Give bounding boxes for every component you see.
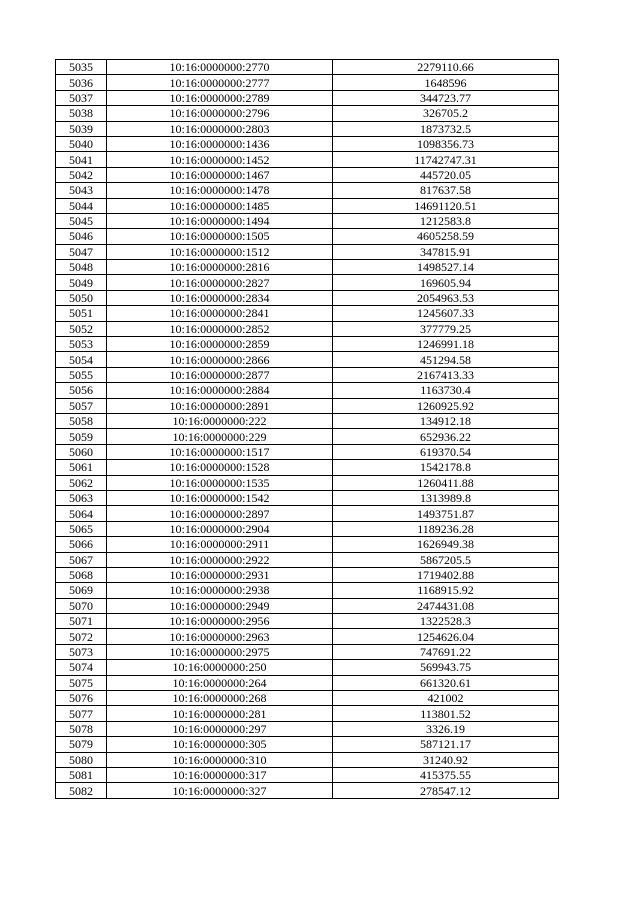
table-row [56,706,559,721]
row-number-cell: 5078 [56,721,107,736]
table-row [56,198,559,213]
table-row [56,367,559,382]
table-row [56,90,559,105]
table-row [56,567,559,582]
cadastral-number-cell: 10:16:0000000:2827 [107,275,333,290]
cadastral-number-cell: 10:16:0000000:1467 [107,167,333,182]
cadastral-number-cell: 10:16:0000000:2949 [107,598,333,613]
value-cell: 377779.25 [333,321,559,336]
cadastral-number-cell: 10:16:0000000:2789 [107,90,333,105]
row-number-cell: 5074 [56,660,107,675]
table-row [56,537,559,552]
cadastral-number-cell: 10:16:0000000:2859 [107,337,333,352]
cadastral-number-cell: 10:16:0000000:2911 [107,537,333,552]
row-number-cell: 5067 [56,552,107,567]
table-row [56,506,559,521]
row-number-cell: 5061 [56,460,107,475]
row-number-cell: 5042 [56,167,107,182]
row-number-cell: 5035 [56,60,107,75]
value-cell: 3326.19 [333,721,559,736]
table-row [56,167,559,182]
value-cell: 2054963.53 [333,290,559,305]
value-cell: 619370.54 [333,444,559,459]
row-number-cell: 5041 [56,152,107,167]
table-row [56,521,559,536]
row-number-cell: 5059 [56,429,107,444]
table-row [56,644,559,659]
row-number-cell: 5044 [56,198,107,213]
table-row [56,737,559,752]
row-number-cell: 5064 [56,506,107,521]
cadastral-number-cell: 10:16:0000000:250 [107,660,333,675]
table-row [56,783,559,798]
cadastral-number-cell: 10:16:0000000:229 [107,429,333,444]
value-cell: 2279110.66 [333,60,559,75]
table-row [56,183,559,198]
value-cell: 445720.05 [333,167,559,182]
table-row [56,383,559,398]
value-cell: 278547.12 [333,783,559,798]
value-cell: 451294.58 [333,352,559,367]
cadastral-number-cell: 10:16:0000000:1452 [107,152,333,167]
table-row [56,290,559,305]
value-cell: 326705.2 [333,106,559,121]
value-cell: 1493751.87 [333,506,559,521]
table-row [56,413,559,428]
value-cell: 1168915.92 [333,583,559,598]
cadastral-number-cell: 10:16:0000000:1505 [107,229,333,244]
value-cell: 1626949.38 [333,537,559,552]
row-number-cell: 5068 [56,567,107,582]
cadastral-number-cell: 10:16:0000000:2891 [107,398,333,413]
cadastral-number-cell: 10:16:0000000:2877 [107,367,333,382]
table-row [56,60,559,75]
cadastral-number-cell: 10:16:0000000:327 [107,783,333,798]
table-row [56,552,559,567]
value-cell: 1245607.33 [333,306,559,321]
cadastral-number-cell: 10:16:0000000:2834 [107,290,333,305]
value-cell: 1254626.04 [333,629,559,644]
row-number-cell: 5036 [56,75,107,90]
cadastral-number-cell: 10:16:0000000:2796 [107,106,333,121]
table-row [56,475,559,490]
cadastral-number-cell: 10:16:0000000:2852 [107,321,333,336]
row-number-cell: 5050 [56,290,107,305]
row-number-cell: 5071 [56,614,107,629]
row-number-cell: 5057 [56,398,107,413]
cadastral-number-cell: 10:16:0000000:2897 [107,506,333,521]
data-table [55,59,559,799]
table-row [56,398,559,413]
row-number-cell: 5080 [56,752,107,767]
table-row [56,629,559,644]
table-row [56,152,559,167]
table-row [56,121,559,136]
value-cell: 1719402.88 [333,567,559,582]
cadastral-number-cell: 10:16:0000000:317 [107,767,333,782]
value-cell: 1873732.5 [333,121,559,136]
table-row [56,675,559,690]
table-row [56,691,559,706]
row-number-cell: 5066 [56,537,107,552]
table-row [56,752,559,767]
value-cell: 14691120.51 [333,198,559,213]
row-number-cell: 5048 [56,260,107,275]
value-cell: 1313989.8 [333,490,559,505]
table-body [56,60,559,799]
value-cell: 2167413.33 [333,367,559,382]
cadastral-number-cell: 10:16:0000000:305 [107,737,333,752]
value-cell: 1648596 [333,75,559,90]
table-row [56,260,559,275]
table-row [56,352,559,367]
table-row [56,275,559,290]
value-cell: 1322528.3 [333,614,559,629]
value-cell: 2474431.08 [333,598,559,613]
value-cell: 661320.61 [333,675,559,690]
row-number-cell: 5053 [56,337,107,352]
value-cell: 1163730.4 [333,383,559,398]
row-number-cell: 5081 [56,767,107,782]
row-number-cell: 5062 [56,475,107,490]
row-number-cell: 5077 [56,706,107,721]
value-cell: 587121.17 [333,737,559,752]
table-row [56,767,559,782]
value-cell: 1212583.8 [333,213,559,228]
row-number-cell: 5075 [56,675,107,690]
cadastral-number-cell: 10:16:0000000:2904 [107,521,333,536]
value-cell: 569943.75 [333,660,559,675]
cadastral-number-cell: 10:16:0000000:2803 [107,121,333,136]
table-row [56,306,559,321]
row-number-cell: 5063 [56,490,107,505]
row-number-cell: 5079 [56,737,107,752]
row-number-cell: 5070 [56,598,107,613]
value-cell: 169605.94 [333,275,559,290]
value-cell: 113801.52 [333,706,559,721]
table-row [56,321,559,336]
value-cell: 11742747.31 [333,152,559,167]
cadastral-number-cell: 10:16:0000000:2956 [107,614,333,629]
cadastral-number-cell: 10:16:0000000:2931 [107,567,333,582]
table-row [56,460,559,475]
row-number-cell: 5038 [56,106,107,121]
row-number-cell: 5043 [56,183,107,198]
table-row [56,660,559,675]
cadastral-number-cell: 10:16:0000000:1535 [107,475,333,490]
value-cell: 817637.58 [333,183,559,198]
row-number-cell: 5040 [56,136,107,151]
table-row [56,490,559,505]
table-row [56,213,559,228]
cadastral-number-cell: 10:16:0000000:2770 [107,60,333,75]
cadastral-number-cell: 10:16:0000000:1542 [107,490,333,505]
value-cell: 747691.22 [333,644,559,659]
cadastral-number-cell: 10:16:0000000:264 [107,675,333,690]
cadastral-number-cell: 10:16:0000000:1512 [107,244,333,259]
cadastral-number-cell: 10:16:0000000:2975 [107,644,333,659]
value-cell: 1498527.14 [333,260,559,275]
value-cell: 415375.55 [333,767,559,782]
value-cell: 347815.91 [333,244,559,259]
cadastral-number-cell: 10:16:0000000:2777 [107,75,333,90]
table-row [56,721,559,736]
row-number-cell: 5049 [56,275,107,290]
row-number-cell: 5058 [56,413,107,428]
value-cell: 1246991.18 [333,337,559,352]
row-number-cell: 5039 [56,121,107,136]
cadastral-number-cell: 10:16:0000000:1517 [107,444,333,459]
table-row [56,136,559,151]
value-cell: 344723.77 [333,90,559,105]
table-row [56,337,559,352]
table-row [56,598,559,613]
cadastral-number-cell: 10:16:0000000:2922 [107,552,333,567]
row-number-cell: 5047 [56,244,107,259]
value-cell: 421002 [333,691,559,706]
row-number-cell: 5072 [56,629,107,644]
table-row [56,444,559,459]
cadastral-number-cell: 10:16:0000000:268 [107,691,333,706]
row-number-cell: 5051 [56,306,107,321]
row-number-cell: 5060 [56,444,107,459]
value-cell: 4605258.59 [333,229,559,244]
row-number-cell: 5052 [56,321,107,336]
value-cell: 652936.22 [333,429,559,444]
row-number-cell: 5076 [56,691,107,706]
table-row [56,583,559,598]
cadastral-number-cell: 10:16:0000000:2816 [107,260,333,275]
cadastral-number-cell: 10:16:0000000:1494 [107,213,333,228]
row-number-cell: 5037 [56,90,107,105]
cadastral-number-cell: 10:16:0000000:2963 [107,629,333,644]
cadastral-number-cell: 10:16:0000000:2884 [107,383,333,398]
row-number-cell: 5073 [56,644,107,659]
value-cell: 31240.92 [333,752,559,767]
value-cell: 1189236.28 [333,521,559,536]
cadastral-number-cell: 10:16:0000000:1485 [107,198,333,213]
row-number-cell: 5069 [56,583,107,598]
table-row [56,244,559,259]
row-number-cell: 5056 [56,383,107,398]
cadastral-number-cell: 10:16:0000000:310 [107,752,333,767]
table-row [56,429,559,444]
cadastral-number-cell: 10:16:0000000:1528 [107,460,333,475]
cadastral-number-cell: 10:16:0000000:1436 [107,136,333,151]
row-number-cell: 5055 [56,367,107,382]
value-cell: 134912.18 [333,413,559,428]
value-cell: 1098356.73 [333,136,559,151]
value-cell: 5867205.5 [333,552,559,567]
value-cell: 1260411.88 [333,475,559,490]
cadastral-number-cell: 10:16:0000000:297 [107,721,333,736]
table-row [56,75,559,90]
table-row [56,106,559,121]
row-number-cell: 5065 [56,521,107,536]
table-row [56,229,559,244]
cadastral-number-cell: 10:16:0000000:1478 [107,183,333,198]
row-number-cell: 5054 [56,352,107,367]
cadastral-number-cell: 10:16:0000000:281 [107,706,333,721]
row-number-cell: 5082 [56,783,107,798]
value-cell: 1260925.92 [333,398,559,413]
cadastral-number-cell: 10:16:0000000:2938 [107,583,333,598]
cadastral-number-cell: 10:16:0000000:2841 [107,306,333,321]
cadastral-number-cell: 10:16:0000000:222 [107,413,333,428]
row-number-cell: 5046 [56,229,107,244]
cadastral-number-cell: 10:16:0000000:2866 [107,352,333,367]
row-number-cell: 5045 [56,213,107,228]
value-cell: 1542178.8 [333,460,559,475]
table-row [56,614,559,629]
